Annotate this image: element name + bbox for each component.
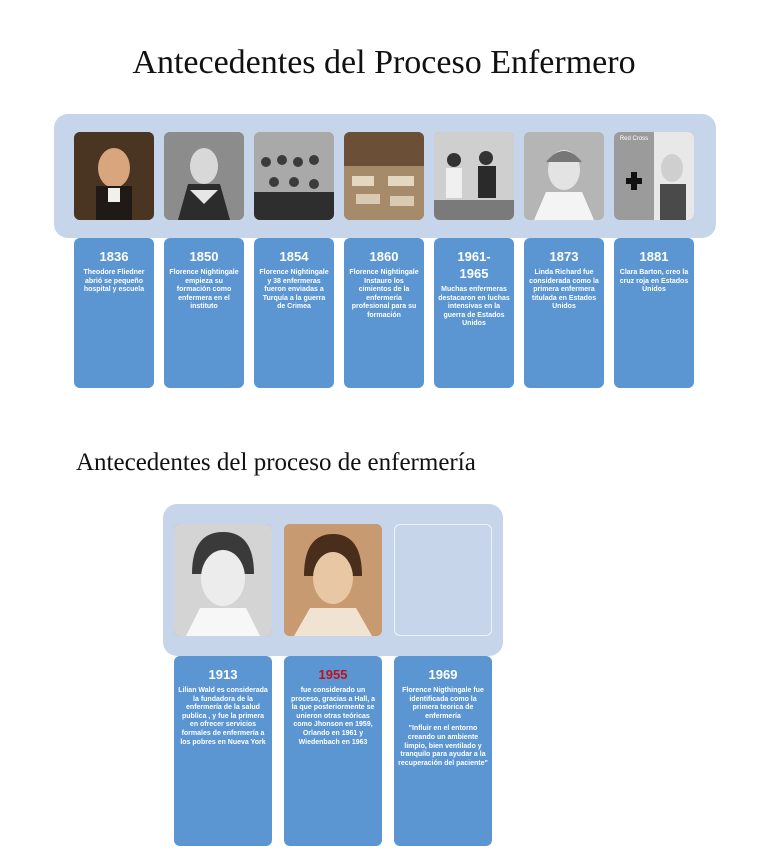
timeline-year: 1860 <box>369 249 399 264</box>
timeline-card-1854 <box>254 238 334 388</box>
timeline-text: Florence Nightingale empieza su formación como enfermera en el instituto <box>169 269 239 311</box>
timeline-text: Lilian Wald es considerada la fundadora de la enfermería de la salud publica , y fue la primera en ofrecer servicios formales de enfermería a los pobres en Nueva York <box>178 687 268 746</box>
timeline-text: Theodore Fliedner abrió se pequeño hospital y escuela <box>83 269 145 294</box>
timeline-card-1913 <box>174 656 272 846</box>
timeline-year-highlighted: 1955 <box>318 667 348 682</box>
timeline-text: Florence Nightingale y 38 enfermeras fueron enviadas a Turquía a la guerra de Crimea <box>259 269 329 311</box>
timeline-text: Clara Barton, creo la cruz roja en Estados Unidos <box>619 269 689 294</box>
red-cross-caption: Red Cross <box>619 136 649 142</box>
photo-nightingale-1850 <box>164 132 244 220</box>
photo-lillian-wald <box>174 524 272 636</box>
timeline-text: fue considerado un proceso, gracias a Hall, a la que posteriormente se unieron otras teóricas como Jhonson en 1959, Orlando en 1961 y Wiedenbach en 1963 <box>290 687 376 746</box>
timeline-year: 1881 <box>639 249 669 264</box>
timeline-card-1955 <box>284 656 382 846</box>
timeline-year: 1836 <box>99 249 129 264</box>
timeline-year: 1854 <box>279 249 309 264</box>
timeline-year: 1969 <box>428 667 458 682</box>
timeline-text: Florence Nigthingale fue identificada como la primera teorica de enfermería <box>402 687 484 720</box>
photo-crimea-nurses <box>254 132 334 220</box>
photo-hospital-ward <box>344 132 424 220</box>
timeline-card-1836 <box>74 238 154 388</box>
timeline-card-1860 <box>344 238 424 388</box>
timeline-text: Muchas enfermeras destacaron en luchas intensivas en la guerra de Estados Unidos <box>438 286 510 328</box>
timeline-card-1850 <box>164 238 244 388</box>
timeline-card-1881 <box>614 238 694 388</box>
timeline-year: 1913 <box>208 667 238 682</box>
timeline-year: 1850 <box>189 249 219 264</box>
timeline-text: Linda Richard fue considerada como la primera enfermera titulada en Estados Unidos <box>529 269 599 311</box>
photo-linda-richards <box>524 132 604 220</box>
photo-placeholder <box>394 524 492 636</box>
section-title: Antecedentes del proceso de enfermería <box>76 449 476 476</box>
timeline-card-1969 <box>394 656 492 846</box>
timeline-card-1873 <box>524 238 604 388</box>
photo-fliedner <box>74 132 154 220</box>
timeline-quote: "Influir en el entorno creando un ambiente limpio, bien ventilado y tranquilo para ayudar a la recuperación del paciente" <box>398 725 488 767</box>
timeline-text: Florence Nightingale Instauro los cimientos de la enfermería profesional para su formación <box>349 269 419 319</box>
photo-clara-barton <box>614 132 694 220</box>
photo-civil-war-nurses <box>434 132 514 220</box>
page-title: Antecedentes del Proceso Enfermero <box>132 44 636 81</box>
photo-nurse-1955 <box>284 524 382 636</box>
timeline-year: 1873 <box>549 249 579 264</box>
timeline-card-1961-1965 <box>434 238 514 388</box>
timeline-year: 1961-1965 <box>457 249 491 281</box>
